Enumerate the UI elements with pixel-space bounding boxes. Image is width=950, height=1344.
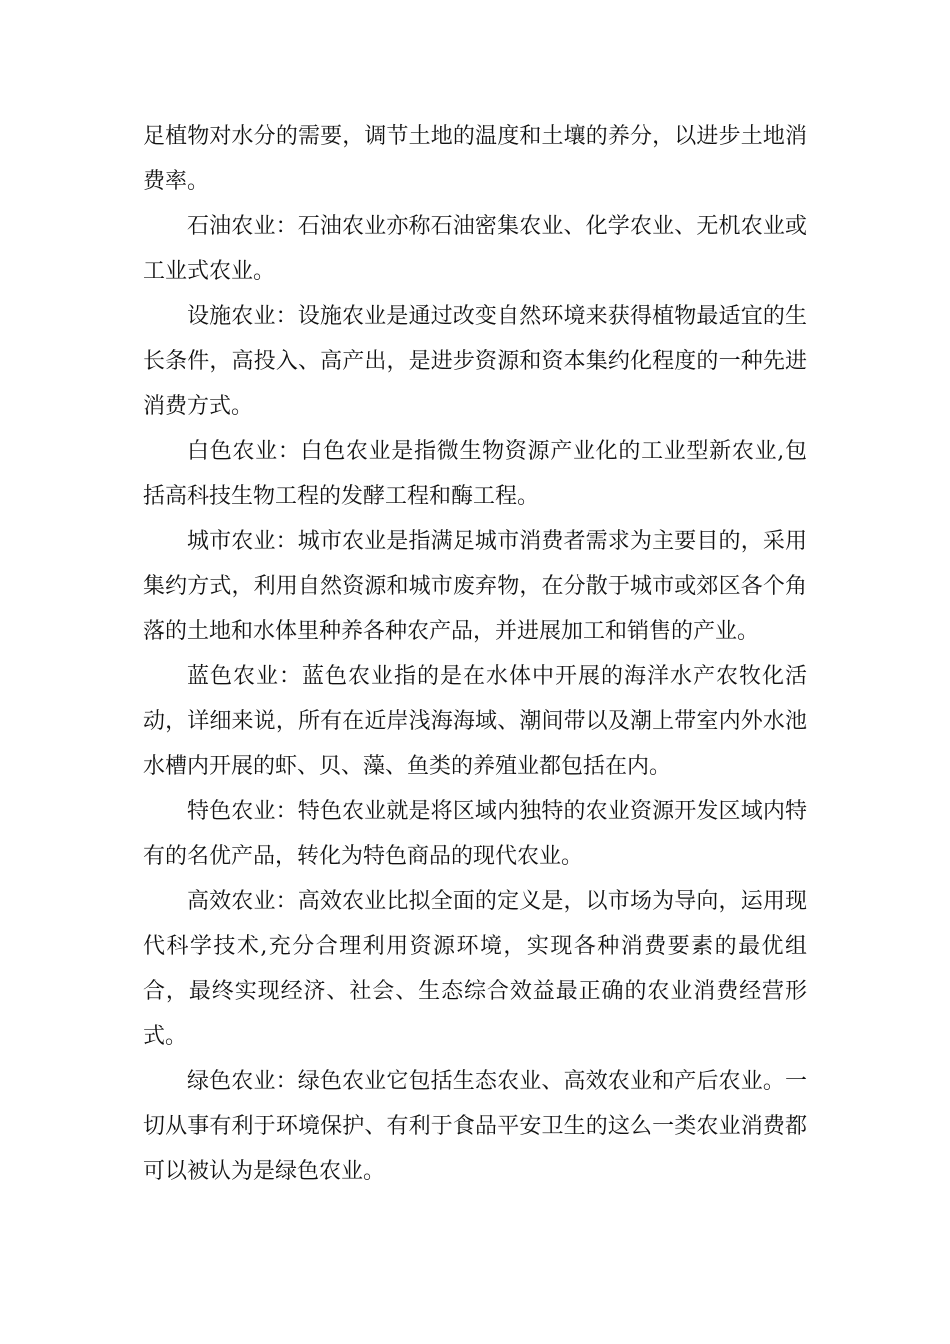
paragraph-urban-agriculture: 城市农业：城市农业是指满足城市消费者需求为主要目的，采用集约方式，利用自然资源和城市废弃物，在分散于城市或郊区各个角落的土地和水体里种养各种农产品，并进展加工和销售的产业。 (143, 529, 807, 644)
paragraph-white-agriculture: 白色农业：白色农业是指微生物资源产业化的工业型新农业,包括高科技生物工程的发酵工程和酶工程。 (143, 439, 807, 509)
paragraph-blue-agriculture: 蓝色农业：蓝色农业指的是在水体中开展的海洋水产农牧化活动，详细来说，所有在近岸浅海海域、潮间带以及潮上带室内外水池水槽内开展的虾、贝、藻、鱼类的养殖业都包括在内。 (143, 664, 807, 779)
paragraph-characteristic-agriculture: 特色农业：特色农业就是将区域内独特的农业资源开发区域内特有的名优产品，转化为特色商品的现代农业。 (143, 799, 807, 869)
paragraph-facility-agriculture: 设施农业：设施农业是通过改变自然环境来获得植物最适宜的生长条件，高投入、高产出，是进步资源和资本集约化程度的一种先进消费方式。 (143, 304, 807, 419)
paragraph-green-agriculture: 绿色农业：绿色农业它包括生态农业、高效农业和产后农业。一切从事有利于环境保护、有利于食品平安卫生的这么一类农业消费都可以被认为是绿色农业。 (143, 1069, 807, 1184)
paragraph-petroleum-agriculture: 石油农业：石油农业亦称石油密集农业、化学农业、无机农业或工业式农业。 (143, 214, 807, 284)
body-text (143, 114, 807, 1194)
paragraph-continuation: 足植物对水分的需要，调节土地的温度和土壤的养分，以进步土地消费率。 (143, 124, 807, 194)
paragraph-efficient-agriculture: 高效农业：高效农业比拟全面的定义是，以市场为导向，运用现代科学技术,充分合理利用资源环境，实现各种消费要素的最优组合，最终实现经济、社会、生态综合效益最正确的农业消费经营形式。 (143, 889, 807, 1049)
